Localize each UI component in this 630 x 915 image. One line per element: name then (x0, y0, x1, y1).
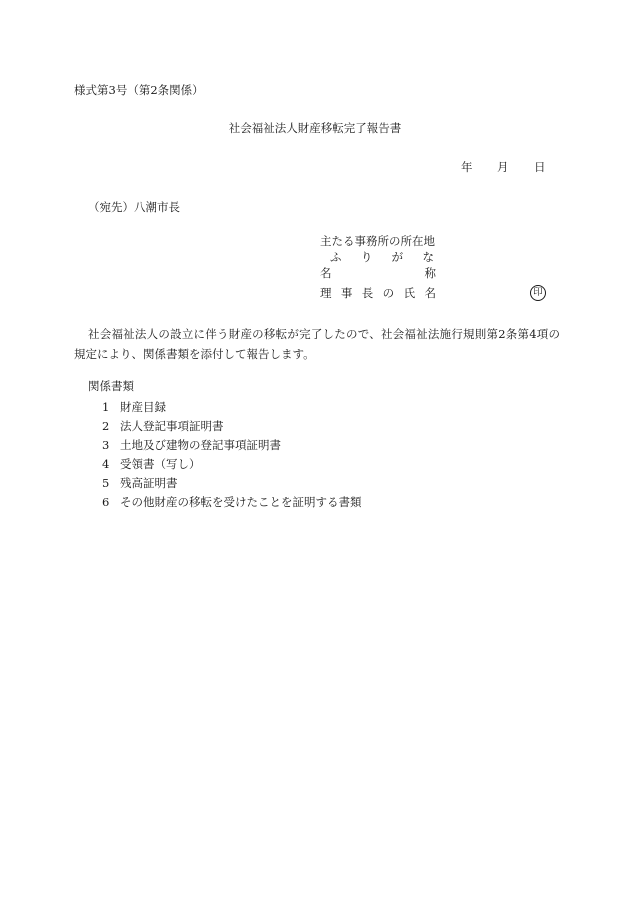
name-char: 称 (424, 266, 436, 280)
chairman-char: 理 (320, 286, 332, 300)
report-body-text: 社会福祉法人の設立に伴う財産の移転が完了したので、社会福祉法施行規則第2条第4項の規定により、関係書類を添付して報告します。 (74, 327, 560, 361)
document-title: 社会福祉法人財産移転完了報告書 (228, 121, 402, 135)
list-item-number: 2 (102, 419, 110, 433)
list-item-number: 3 (102, 438, 110, 452)
date-day-label: 日 (534, 160, 546, 174)
chairman-char: 氏 (403, 286, 416, 300)
seal-mark-icon: 印 (530, 285, 546, 301)
furigana-label (330, 252, 434, 264)
furigana-char: が (391, 250, 404, 264)
list-item (102, 497, 362, 509)
related-documents-heading: 関係書類 (88, 379, 134, 393)
list-item (102, 478, 178, 490)
chairman-char: 名 (424, 286, 436, 300)
list-item-number: 1 (102, 400, 110, 414)
list-item (102, 459, 201, 471)
furigana-char: な (422, 250, 434, 264)
date-month-label: 月 (497, 160, 509, 174)
name-char: 名 (320, 266, 332, 280)
list-item (102, 440, 281, 452)
list-item-label: 受領書（写し） (120, 457, 201, 471)
chairman-char: 事 (340, 286, 353, 300)
list-item-number: 6 (102, 495, 110, 509)
list-item-number: 4 (102, 457, 110, 471)
date-year-label: 年 (461, 160, 473, 174)
list-item-label: その他財産の移転を受けたことを証明する書類 (120, 495, 362, 509)
chairman-name-label (320, 288, 436, 300)
list-item-label: 法人登記事項証明書 (120, 419, 224, 433)
list-item-label: 土地及び建物の登記事項証明書 (120, 438, 281, 452)
furigana-char: ふ (330, 250, 342, 264)
chairman-char: の (382, 286, 395, 300)
office-location-label: 主たる事務所の所在地 (320, 234, 435, 248)
list-item (102, 421, 224, 433)
list-item-label: 残高証明書 (120, 476, 178, 490)
list-item-number: 5 (102, 476, 110, 490)
form-number: 様式第3号（第2条関係） (74, 83, 204, 97)
list-item-label: 財産目録 (120, 400, 166, 414)
addressee: （宛先）八潮市長 (88, 200, 180, 214)
list-item (102, 402, 166, 414)
chairman-char: 長 (361, 286, 374, 300)
furigana-char: り (360, 250, 373, 264)
corporation-name-label (320, 268, 436, 280)
